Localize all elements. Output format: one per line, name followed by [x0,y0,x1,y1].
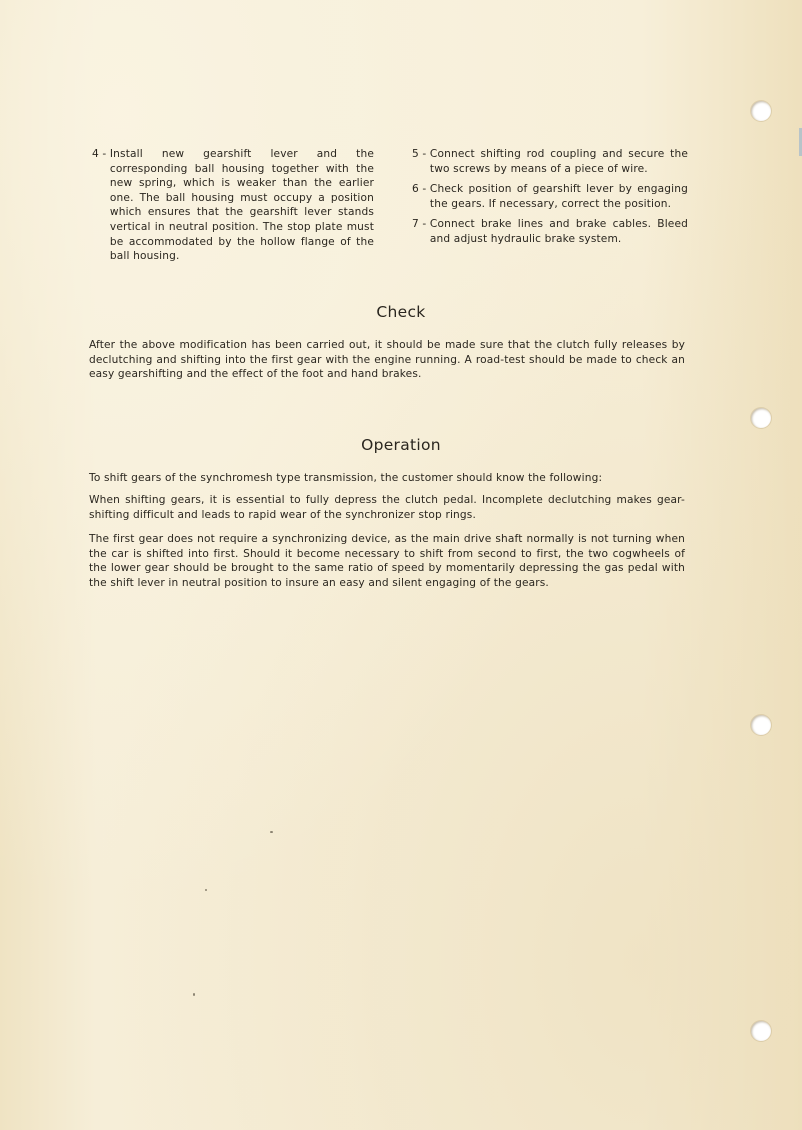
operation-heading: Operation [361,436,441,454]
paper-speck [270,831,273,833]
check-paragraph: After the above modification has been carried out, it should be made sure that the clutch fully releases by declutching and shifting into the first gear with the engine running. A road-test should be made to check an easy gearshifting and the effect of the foot and hand brakes. [89,339,685,381]
operation-paragraph: To shift gears of the synchromesh type transmission, the customer should know the following: [89,472,603,484]
step-number: 4 - [92,148,110,160]
operation-paragraph: When shifting gears, it is essential to fully depress the clutch pedal. Incomplete declutching makes gear-shifting difficult and leads to rapid wear of the synchronizer stop rings. [89,494,685,521]
step-number: 6 - [412,183,430,196]
step-item [412,217,688,246]
punch-hole [751,715,771,735]
punch-hole [751,1021,771,1041]
steps-column-left [92,147,374,270]
operation-paragraph: The first gear does not require a synchronizing device, as the main drive shaft normally is not turning when the car is shifted into first. Should it become necessary to shift from second to first, the two cogwheels of the lower gear should be brought to the same ratio of speed by momentarily depressing the gas pedal with the shift lever in neutral position to insure an easy and silent engaging of the gears. [89,533,685,589]
step-text: Check position of gearshift lever by engaging the gears. If necessary, correct the position. [429,183,688,210]
check-heading: Check [376,303,426,321]
paper-speck [193,993,195,996]
steps-column-right [412,147,688,270]
step-text: Connect brake lines and brake cables. Bleed and adjust hydraulic brake system. [429,218,688,245]
installation-steps [92,147,688,270]
step-item [412,147,688,176]
step-text: Install new gearshift lever and the corresponding ball housing together with the new spring, which is weaker than the earlier one. The ball housing must occupy a position which ensures that the gearshift lever stands vertical in neutral position. The stop plate must be accommodated by the hollow flange of the ball housing. [109,148,374,263]
step-item [92,147,374,264]
punch-hole [751,408,771,428]
step-number: 7 - [412,218,430,231]
paper-speck [205,889,207,891]
step-number: 5 - [412,148,430,160]
step-text: Connect shifting rod coupling and secure the two screws by means of a piece of wire. [429,148,688,175]
punch-hole [751,101,771,121]
step-item [412,182,688,211]
